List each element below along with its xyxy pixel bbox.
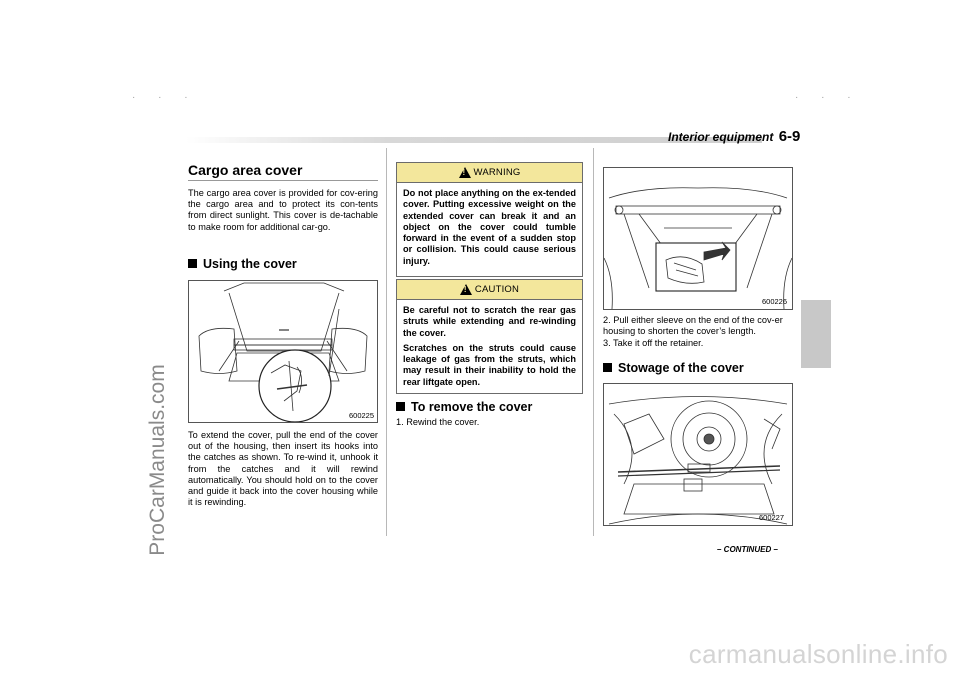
caution-text: Be careful not to scratch the rear gas struts while extending and re-winding the cover. Scratches on the struts could cause leakage of gas from the struts, which may result in their inability to hold the rear liftgate open. (396, 299, 583, 394)
figure-number-600227: 600227 (759, 513, 785, 522)
column-divider-2 (593, 148, 594, 536)
heading-rule (188, 180, 378, 181)
subheading-using-cover: Using the cover (188, 257, 297, 271)
warning-box (396, 162, 583, 277)
step-2: 2. Pull either sleeve on the end of the cov-er housing to shorten the cover’s length. (603, 315, 783, 337)
subheading-remove-cover: To remove the cover (396, 400, 532, 414)
usage-paragraph: To extend the cover, pull the end of the cover out of the housing, then insert its hooks into the catches as shown. To re-wind it, unhook it from the catches and it will rewind automatically. You should hold on to the cover and guide it back into the cover housing while it is rewinding. (188, 430, 378, 508)
continued-label: – CONTINUED – (717, 545, 778, 554)
warning-header: ! WARNING (396, 162, 583, 182)
figure-number-600225: 600225 (349, 411, 375, 420)
stowage-illustration (604, 384, 792, 525)
black-square-icon (603, 363, 612, 372)
subheading-stowage: Stowage of the cover (603, 361, 744, 375)
black-square-icon (396, 402, 405, 411)
figure-cover-stowage (603, 383, 793, 526)
black-square-icon (188, 259, 197, 268)
corner-marks-left: · · · (132, 92, 198, 103)
column-divider-1 (386, 148, 387, 536)
section-heading: Cargo area cover (188, 162, 303, 178)
page-number: 6-9 (778, 128, 801, 145)
warning-triangle-icon (459, 167, 471, 178)
running-header (668, 128, 800, 145)
corner-marks-right: · · · (795, 92, 861, 103)
bottom-watermark: carmanualsonline.info (688, 639, 948, 669)
warning-text: Do not place anything on the ex-tended cover. Putting excessive weight on the extended cover can break it and an object on the cover could tumble forward in the event of a sudden stop or collision. This could cause serious injury. (396, 182, 583, 277)
side-watermark: ProCarManuals.com (146, 364, 169, 556)
caution-triangle-icon (460, 284, 472, 295)
sleeve-illustration (604, 168, 792, 309)
figure-cover-sleeve (603, 167, 793, 310)
figure-cargo-cover-hooks (188, 280, 378, 423)
figure-number-600226: 600226 (762, 297, 788, 306)
intro-paragraph: The cargo area cover is provided for cov-ering the cargo area and to protect its con-tents from direct sunlight. This cover is de-tachable to make room for additional car-go. (188, 188, 378, 232)
caution-box (396, 279, 583, 394)
step-1: 1. Rewind the cover. (396, 417, 480, 427)
caution-header: ! CAUTION (396, 279, 583, 299)
cargo-cover-illustration (189, 281, 377, 422)
chapter-tab (801, 300, 831, 368)
section-title: Interior equipment (668, 130, 774, 144)
step-3: 3. Take it off the retainer. (603, 338, 704, 348)
